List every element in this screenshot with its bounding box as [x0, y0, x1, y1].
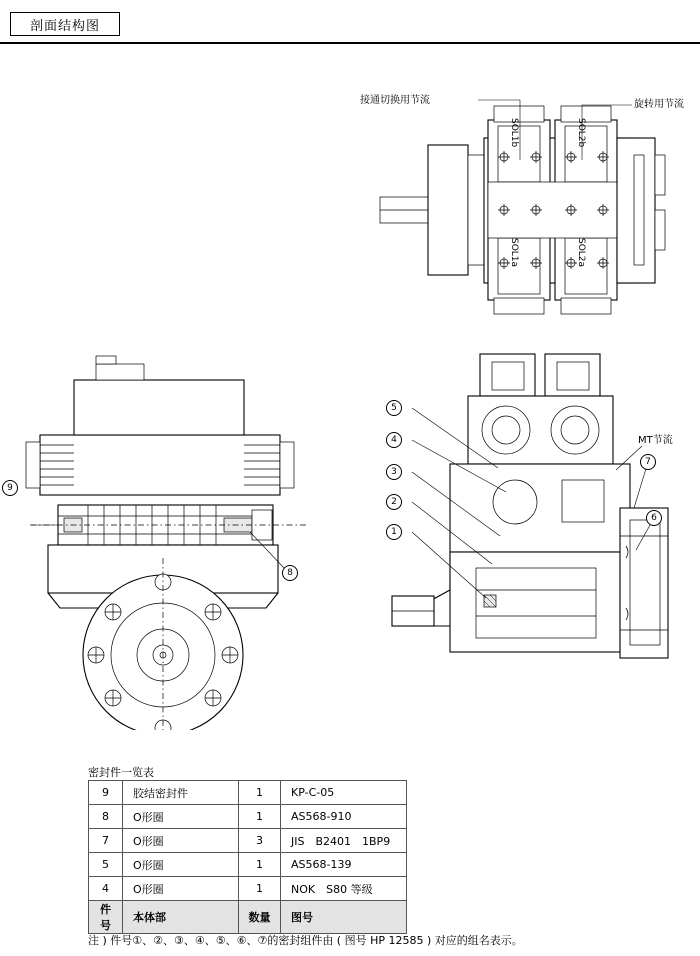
sol-2b-label: SOL2b	[576, 118, 586, 148]
cell-code: KP-C-05	[281, 781, 407, 805]
mt-throttle-label: MT节流	[638, 435, 673, 446]
callout-3: 3	[386, 464, 402, 480]
seal-table	[88, 780, 407, 934]
cell-part-no: 8	[89, 805, 123, 829]
cell-code: AS568-910	[281, 805, 407, 829]
sol-2a-label: SOL2a	[576, 238, 586, 268]
callout-7: 7	[640, 454, 656, 470]
page-title: 剖面结构图	[29, 18, 100, 34]
cell-qty: 3	[239, 829, 281, 853]
seal-table-note: 注 ) 件号①、②、③、④、⑤、⑥、⑦的密封组件由 ( 图号 HP 12585 ) 对应的组名表示。	[88, 934, 523, 947]
header-divider	[0, 42, 700, 44]
callout-8: 8	[282, 565, 298, 581]
cell-part-name: O形圈	[123, 829, 239, 853]
cell-part-name: 胶结密封件	[123, 781, 239, 805]
cell-code: JIS B2401 1BP9	[281, 829, 407, 853]
cell-part-name: O形圈	[123, 853, 239, 877]
cell-part-no: 7	[89, 829, 123, 853]
callout-2: 2	[386, 494, 402, 510]
cell-qty: 1	[239, 781, 281, 805]
table-row	[89, 781, 407, 805]
cell-qty: 1	[239, 805, 281, 829]
callout-5: 5	[386, 400, 402, 416]
cell-part-no: 9	[89, 781, 123, 805]
top-left-annotation-label: 接通切换用节流	[360, 95, 430, 106]
cell-part-no: 4	[89, 877, 123, 901]
header-part-no: 件号	[89, 901, 123, 934]
table-row	[89, 877, 407, 901]
cell-part-name: O形圈	[123, 877, 239, 901]
sol-1b-label: SOL1b	[509, 118, 519, 148]
callout-9: 9	[2, 480, 18, 496]
table-row	[89, 853, 407, 877]
header-part-name: 本体部	[123, 901, 239, 934]
page-title-box	[10, 12, 120, 36]
cell-qty: 1	[239, 853, 281, 877]
top-right-annotation-label: 旋转用节流	[634, 99, 684, 110]
top-section-drawing	[360, 60, 690, 325]
cell-code: AS568-139	[281, 853, 407, 877]
table-row	[89, 805, 407, 829]
callout-1: 1	[386, 524, 402, 540]
left-drawing-svg	[18, 350, 318, 730]
right-drawing-svg	[380, 350, 680, 700]
table-row	[89, 829, 407, 853]
cell-part-no: 5	[89, 853, 123, 877]
left-section-drawing	[7, 350, 318, 730]
table-header-row	[89, 901, 407, 934]
header-code: 图号	[281, 901, 407, 934]
header-qty: 数量	[239, 901, 281, 934]
seal-table-caption: 密封件一览表	[88, 766, 154, 779]
cell-qty: 1	[239, 877, 281, 901]
cell-code: NOK S80 等级	[281, 877, 407, 901]
callout-4: 4	[386, 432, 402, 448]
callout-6: 6	[646, 510, 662, 526]
right-section-drawing	[380, 350, 680, 700]
sol-1a-label: SOL1a	[509, 238, 519, 268]
cell-part-name: O形圈	[123, 805, 239, 829]
